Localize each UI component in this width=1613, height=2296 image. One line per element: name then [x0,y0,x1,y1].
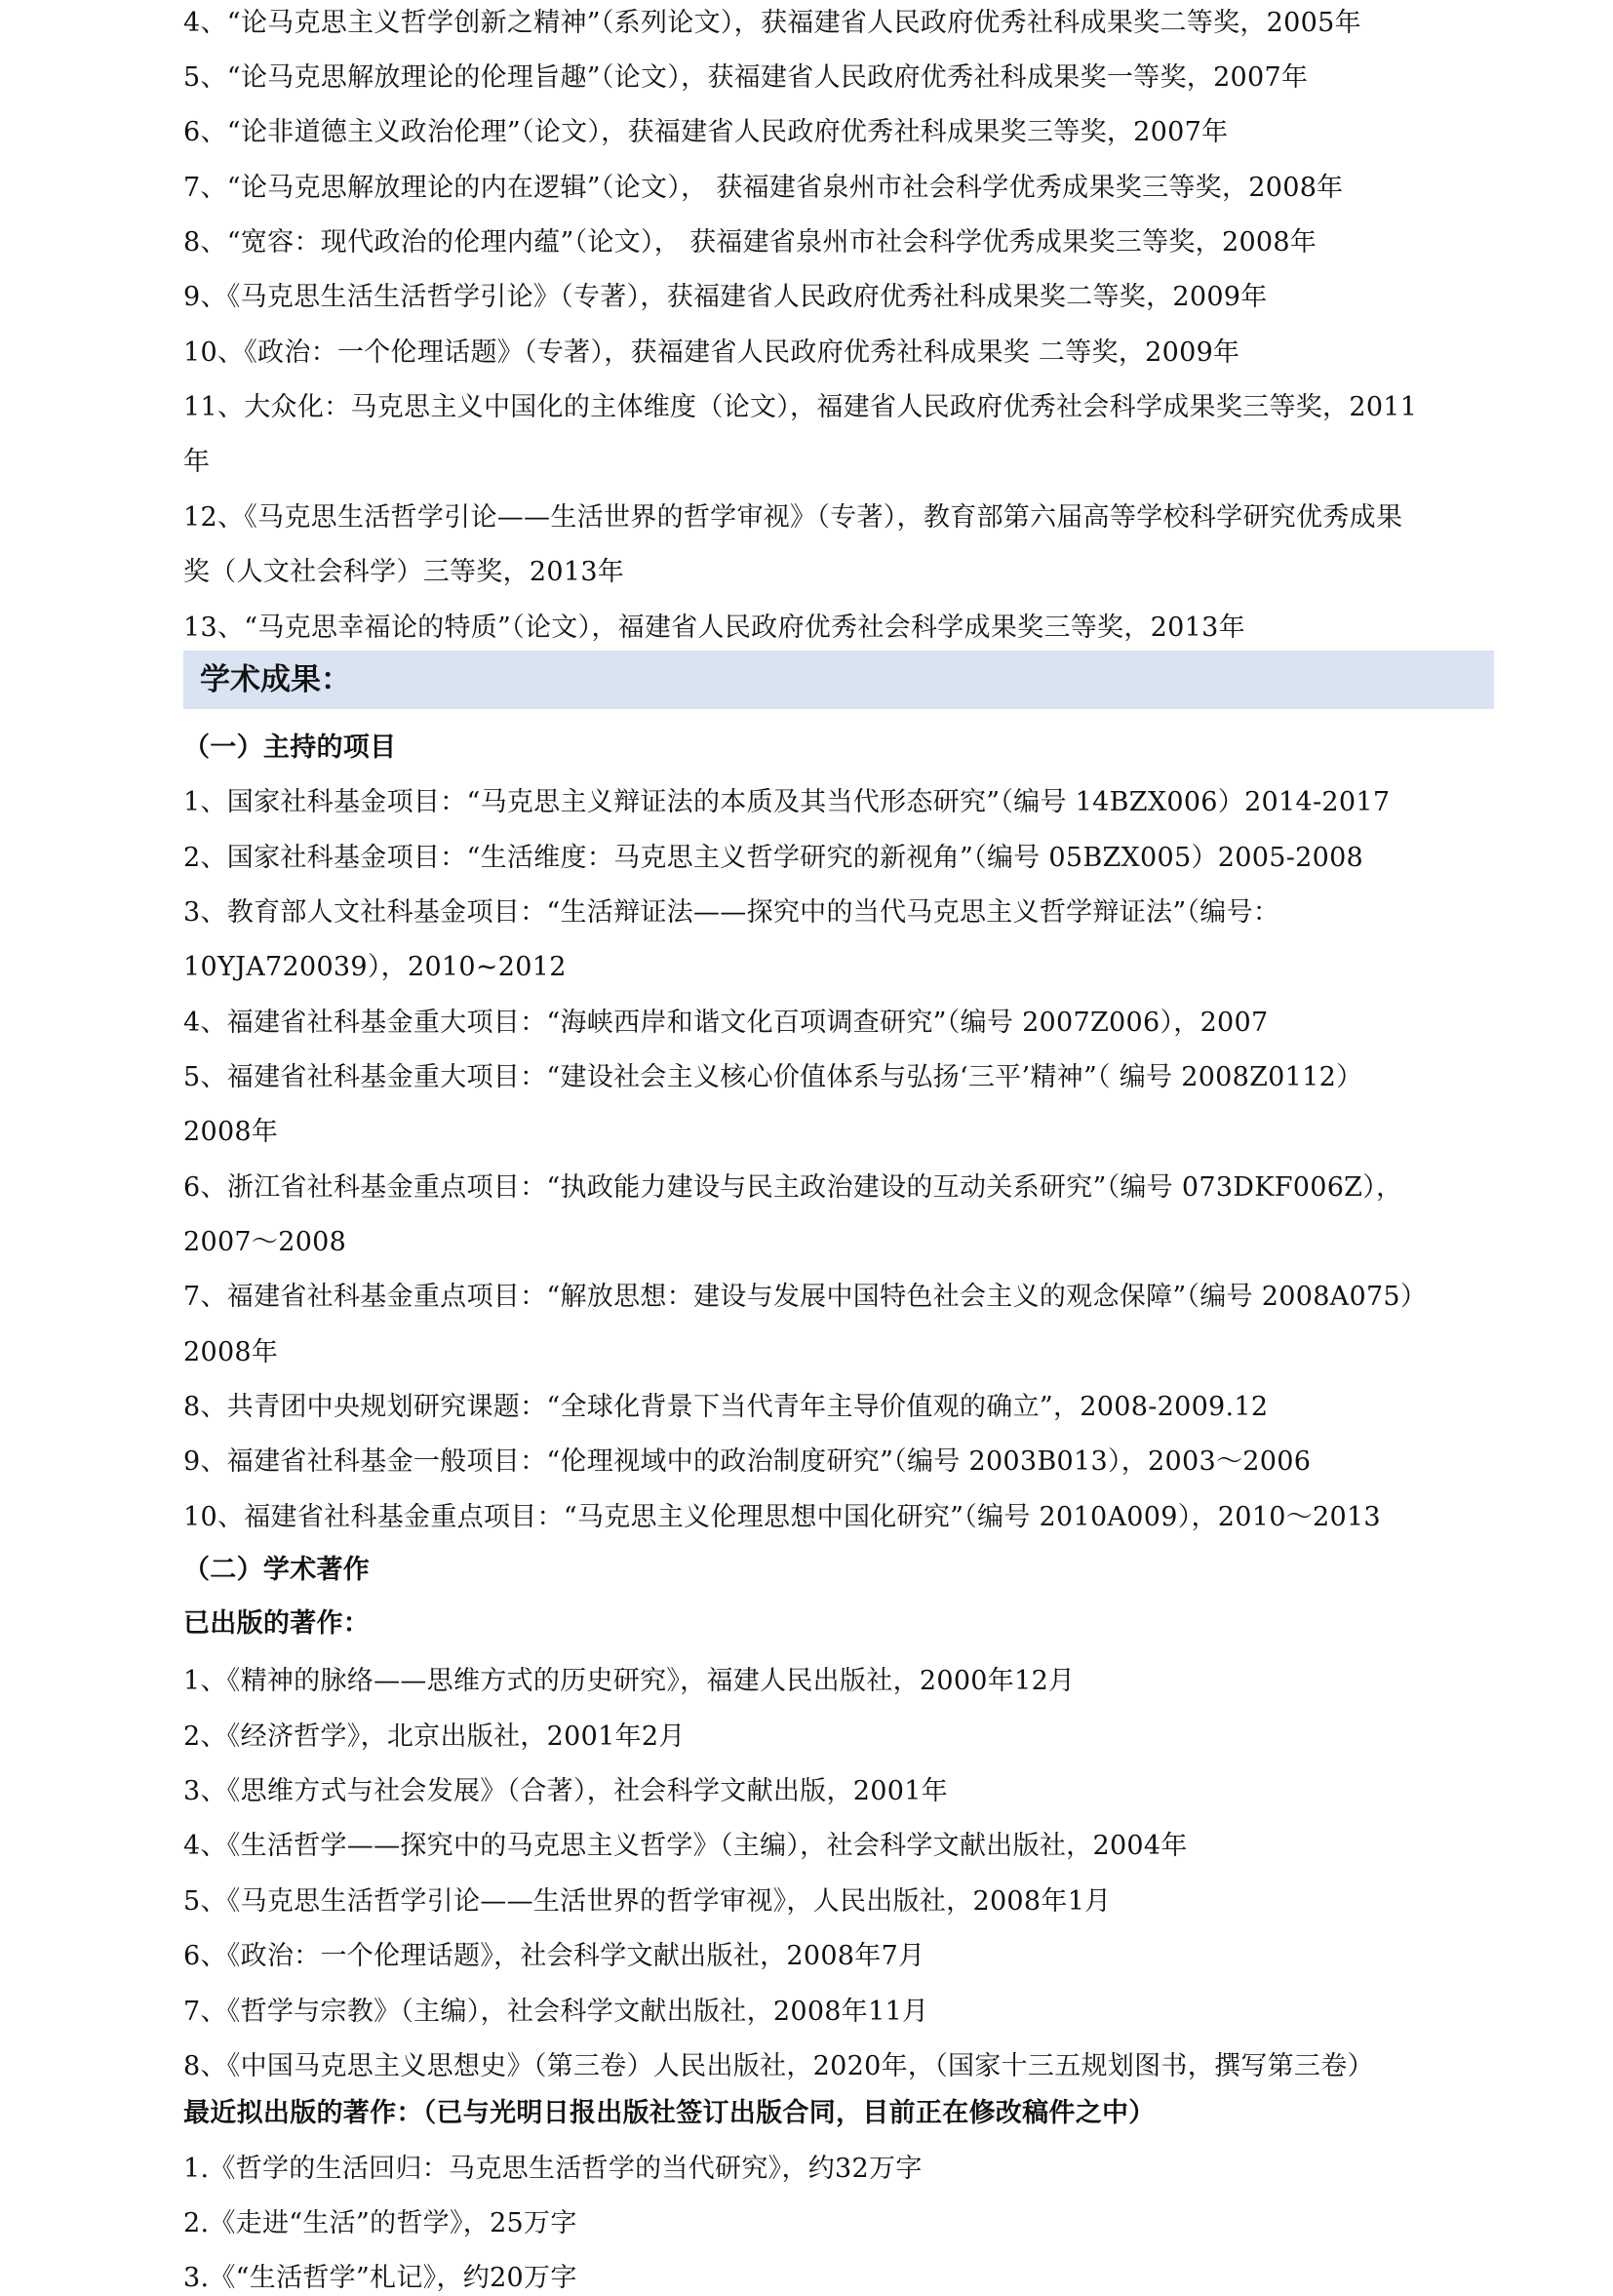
project-item-continuation: 10YJA720039），2010~2012 [183,952,567,982]
published-item: 6、《政治：一个伦理话题》，社会科学文献出版社，2008年7月 [183,1941,925,1971]
project-item: 7、福建省社科基金重点项目：“解放思想：建设与发展中国特色社会主义的观念保障”（编号 2008A075） [183,1282,1428,1312]
award-item: 5、“论马克思解放理论的伦理旨趣”（论文），获福建省人民政府优秀社科成果奖一等奖，2007年 [183,62,1309,93]
award-item: 4、“论马克思主义哲学创新之精神”（系列论文），获福建省人民政府优秀社科成果奖二等奖，2005年 [183,8,1361,38]
upcoming-heading: 最近拟出版的著作：（已与光明日报出版社签订出版合同，目前正在修改稿件之中） [183,2098,1156,2128]
project-item: 2、国家社科基金项目：“生活维度：马克思主义哲学研究的新视角”（编号 05BZX005）2005-2008 [183,843,1364,873]
award-item: 6、“论非道德主义政治伦理”（论文），获福建省人民政府优秀社科成果奖三等奖，2007年 [183,117,1229,147]
upcoming-item: 2.《走进“生活”的哲学》，25万字 [183,2208,577,2238]
award-item: 11、大众化：马克思主义中国化的主体维度（论文），福建省人民政府优秀社会科学成果奖三等奖，2011 [183,392,1418,422]
project-item-continuation: 2008年 [183,1337,279,1367]
award-item-continuation: 年 [183,447,211,477]
project-item: 5、福建省社科基金重大项目：“建设社会主义核心价值体系与弘扬‘三平’精神”（ 编号 2008Z0112） [183,1062,1363,1092]
project-item: 9、福建省社科基金一般项目：“伦理视域中的政治制度研究”（编号 2003B013），2003～2006 [183,1446,1312,1477]
published-item: 2、《经济哲学》，北京出版社，2001年2月 [183,1722,686,1752]
project-item-continuation: 2008年 [183,1117,279,1147]
project-item: 3、教育部人文社科基金项目：“生活辩证法——探究中的当代马克思主义哲学辩证法”（编号： [183,897,1280,928]
published-item: 8、《中国马克思主义思想史》（第三卷）人民出版社，2020年，（国家十三五规划图书，撰写第三卷） [183,2051,1374,2081]
projects-heading: （一）主持的项目 [183,732,397,763]
published-item: 3、《思维方式与社会发展》（合著），社会科学文献出版，2001年 [183,1776,948,1806]
project-item: 10、福建省社科基金重点项目：“马克思主义伦理思想中国化研究”（编号 2010A009），2010～2013 [183,1502,1381,1532]
award-item: 10、《政治：一个伦理话题》（专著），获福建省人民政府优秀社科成果奖 二等奖，2009年 [183,337,1240,368]
section-banner [183,651,1494,709]
published-item: 1、《精神的脉络——思维方式的历史研究》，福建人民出版社，2000年12月 [183,1666,1076,1696]
upcoming-item: 1.《哲学的生活回归：马克思生活哲学的当代研究》，约32万字 [183,2154,923,2184]
award-item: 9、《马克思生活生活哲学引论》（专著），获福建省人民政府优秀社科成果奖二等奖，2009年 [183,282,1268,312]
award-item-continuation: 奖（人文社会科学）三等奖，2013年 [183,557,625,587]
works-heading: （二）学术著作 [183,1555,371,1585]
published-item: 5、《马克思生活哲学引论——生活世界的哲学审视》，人民出版社，2008年1月 [183,1886,1112,1917]
project-item: 6、浙江省社科基金重点项目：“执政能力建设与民主政治建设的互动关系研究”（编号 073DKF006Z）， [183,1172,1403,1203]
published-item: 4、《生活哲学——探究中的马克思主义哲学》（主编），社会科学文献出版社，2004年 [183,1831,1188,1861]
award-item: 8、“宽容：现代政治的伦理内蕴”（论文）， 获福建省泉州市社会科学优秀成果奖三等奖，2008年 [183,227,1318,257]
award-item: 12、《马克思生活哲学引论——生活世界的哲学审视》（专著），教育部第六届高等学校科学研究优秀成果 [183,502,1403,533]
published-heading: 已出版的著作： [183,1608,371,1639]
project-item-continuation: 2007～2008 [183,1227,347,1257]
section-title: 学术成果： [200,662,351,697]
award-item: 13、“马克思幸福论的特质”（论文），福建省人民政府优秀社会科学成果奖三等奖，2013年 [183,613,1245,643]
project-item: 4、福建省社科基金重大项目：“海峡西岸和谐文化百项调查研究”（编号 2007Z006），2007 [183,1008,1269,1038]
project-item: 1、国家社科基金项目：“马克思主义辩证法的本质及其当代形态研究”（编号 14BZX006）2014-2017 [183,787,1391,817]
upcoming-item: 3.《“生活哲学”札记》，约20万字 [183,2263,577,2293]
award-item: 7、“论马克思解放理论的内在逻辑”（论文）， 获福建省泉州市社会科学优秀成果奖三等奖，2008年 [183,173,1344,203]
published-item: 7、《哲学与宗教》（主编），社会科学文献出版社，2008年11月 [183,1997,929,2027]
project-item: 8、共青团中央规划研究课题：“全球化背景下当代青年主导价值观的确立”，2008-2009.12 [183,1392,1269,1422]
